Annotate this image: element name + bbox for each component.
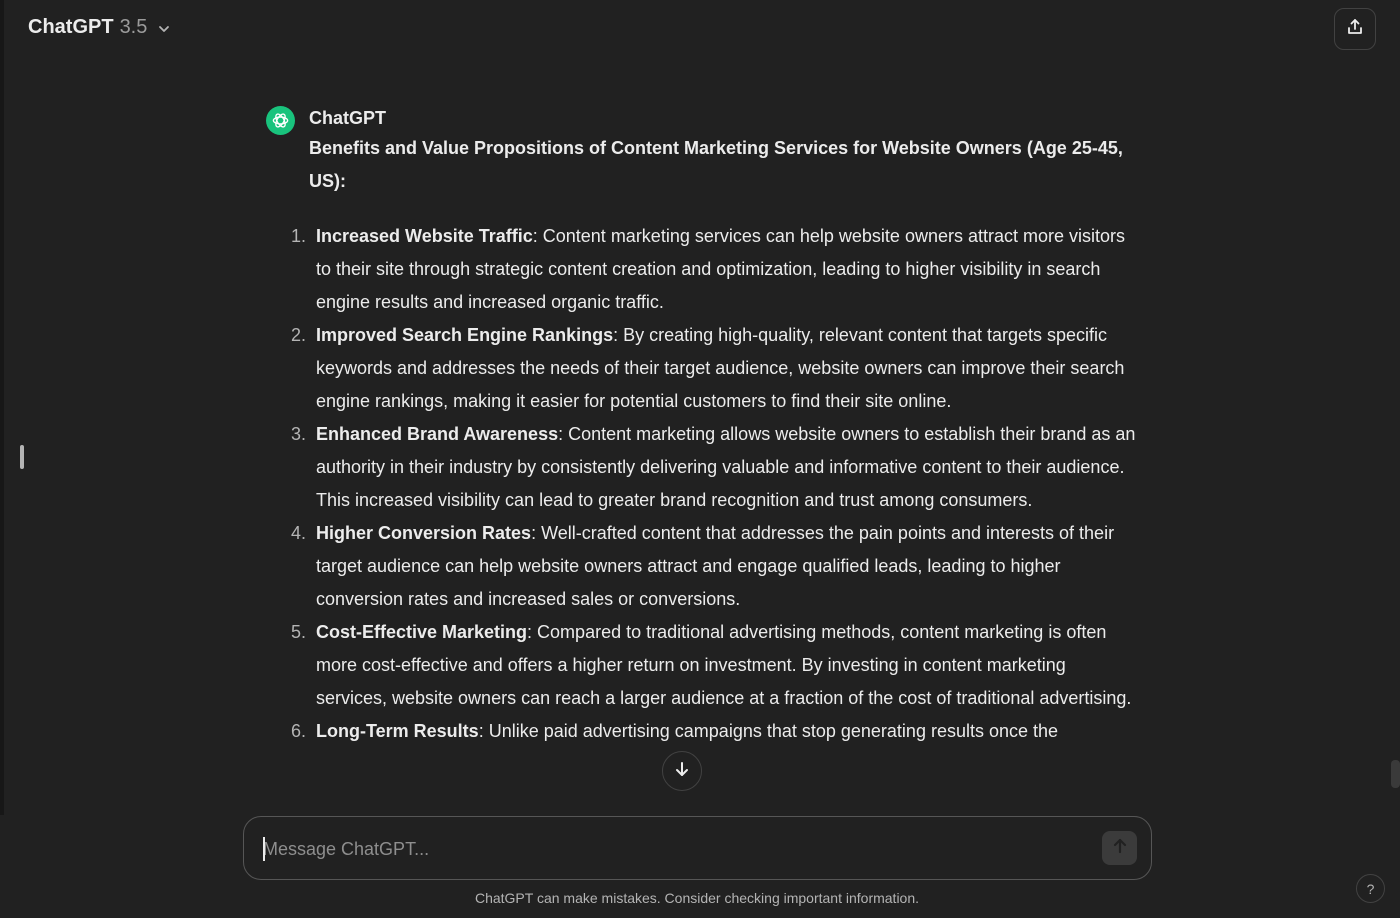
item-text: : Well-crafted content that addresses the pain points and interests of their target audience can help website owners attract and engage qualified leads, leading to higher conversion rates and increased sales or conversions.	[316, 523, 1115, 609]
help-button[interactable]: ?	[1356, 874, 1385, 903]
list-item	[291, 418, 1139, 517]
list-number: 4.	[291, 523, 307, 543]
scrollbar[interactable]	[1391, 760, 1400, 788]
list-item	[291, 616, 1139, 715]
list-number: 5.	[291, 622, 307, 642]
openai-logo-icon	[266, 106, 295, 135]
message-composer	[243, 816, 1152, 880]
item-title: Higher Conversion Rates	[316, 523, 532, 543]
item-text: : Content marketing allows website owners to establish their brand as an authority in their industry by consistently delivering valuable and informative content to their audience. This increased visibility can lead to greater brand recognition and trust among consumers.	[316, 424, 1136, 510]
list-number: 2.	[291, 325, 307, 345]
list-number: 1.	[291, 226, 307, 246]
item-text: : By creating high-quality, relevant content that targets specific keywords and addresses the needs of their target audience, website owners can improve their search engine rankings, making it easier for potential customers to find their site online.	[316, 325, 1125, 411]
list-number: 3.	[291, 424, 307, 444]
send-button[interactable]	[1102, 831, 1137, 865]
model-switcher[interactable]	[28, 16, 171, 39]
arrow-down-icon	[673, 760, 691, 783]
sidebar-toggle-handle[interactable]	[20, 445, 24, 469]
chevron-down-icon	[157, 22, 171, 36]
disclaimer: ChatGPT can make mistakes. Consider checking important information.	[474, 890, 920, 906]
model-version: 3.5	[119, 16, 148, 38]
header	[0, 0, 1400, 60]
message-content	[291, 132, 1139, 748]
share-icon	[1345, 17, 1365, 42]
model-name: ChatGPT	[28, 16, 114, 38]
message-input[interactable]	[263, 835, 1083, 863]
message-heading: Benefits and Value Propositions of Content Marketing Services for Website Owners (Age 25-45, US):	[309, 138, 1123, 191]
item-title: Increased Website Traffic	[316, 226, 533, 246]
item-title: Cost-Effective Marketing	[316, 622, 528, 642]
list-number: 6.	[291, 721, 307, 741]
item-text: : Unlike paid advertising campaigns that stop generating results once the	[478, 721, 1059, 741]
share-button[interactable]	[1334, 8, 1376, 50]
list-item	[291, 319, 1139, 418]
text-caret	[263, 837, 265, 861]
benefits-list	[291, 220, 1139, 748]
item-text: : Content marketing services can help website owners attract more visitors to their site through strategic content creation and optimization, leading to higher visibility in search engine results and increased organic traffic.	[316, 226, 1126, 312]
list-item	[291, 715, 1139, 748]
message-author: ChatGPT	[309, 108, 387, 128]
item-title: Improved Search Engine Rankings	[316, 325, 614, 345]
item-text: : Compared to traditional advertising methods, content marketing is often more cost-effective and offers a higher return on investment. By investing in content marketing services, website owners can reach a larger audience at a fraction of the cost of traditional advertising.	[316, 622, 1132, 708]
scroll-to-bottom-button[interactable]	[662, 751, 702, 791]
item-title: Long-Term Results	[316, 721, 479, 741]
list-item	[291, 220, 1139, 319]
list-item	[291, 517, 1139, 616]
item-title: Enhanced Brand Awareness	[316, 424, 559, 444]
sidebar-edge	[0, 0, 4, 918]
arrow-up-icon	[1111, 837, 1129, 860]
